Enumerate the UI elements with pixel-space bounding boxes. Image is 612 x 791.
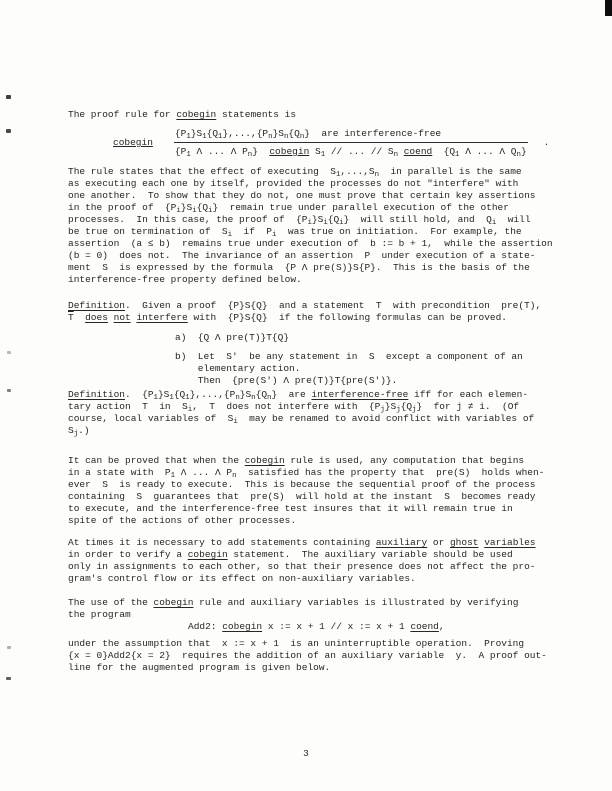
definition-clause-b: b) Let S' be any statement in S except a component of an elementary action. Then {pre(S') Λ pre(T)}T{pre(S')}.: [175, 351, 523, 386]
paragraph-cobegin-property: It can be proved that when the cobegin rule is used, any computation that begins in a state with $P_1$ Λ ... Λ $P_n$ satisfied has the property that pre(S) holds when- ever S is ready to execute. This is because the sequential proof of the process containing S guarantees that pre(S) will hold at the instant S becomes ready to execute, and the interference-free test insures that it will remain true in spite of the actions of other processes.: [68, 455, 545, 526]
scan-artifact-corner-mark: [605, 0, 612, 16]
rule-name-label: cobegin: [113, 137, 153, 148]
add2-program-line: Add2: cobegin x := x + 1 // x := x + 1 coend,: [188, 621, 445, 632]
paragraph-auxiliary-variables: At times it is necessary to add statements containing auxiliary or ghost variables in order to verify a cobegin statement. The auxiliary variable should be used only in assignments to each other, so that their presence does not affect the pro- gram's control flow or its effect on non-auxiliary variables.: [68, 537, 536, 584]
rule-fraction: [174, 126, 528, 159]
paragraph-rule-explanation: The rule states that the effect of executing $S_1,...,S_n$ in parallel is the same as executing each one by itself, provided the processes do not "interfere" with one another. To show that they do not, one must prove that certain key assertions in the proof of $\{P_i\}S_i\{Q_i\}$ remain true under parallel execution of the other processes. In this case, the proof of $\{P_i\}S_i\{Q_i\}$ will still hold, and $Q_i$ will be true on termination of $S_i$ if $P_i$ was true on initiation. For example, the assertion (a ≤ b) remains true under execution of b := b + 1, while the assertion (b = 0) does not. The invariance of an assertion P under execution of a state- ment S is expressed by the formula {P Λ pre(S)}S{P}. This is the basis of the interference-free property defined below.: [68, 166, 553, 285]
paragraph-assumption: under the assumption that x := x + 1 is an uninterruptible operation. Proving {x = 0}Add2{x = 2} requires the addition of an auxiliary variable y. A proof out- line for the augmented program is given below.: [68, 638, 547, 673]
rule-premise: $\{P_1\}S_1\{Q_1\},...,\{P_n\}S_n\{Q_n\}$ are interference-free: [174, 126, 528, 143]
scan-speck: [6, 677, 11, 680]
rule-period: .: [543, 137, 550, 148]
page-number: 3: [303, 748, 309, 759]
scan-speck: [6, 129, 11, 133]
definition-clause-a: a) {Q Λ pre(T)}T{Q}: [175, 332, 290, 343]
paragraph-usage-intro: The use of the cobegin rule and auxiliary variables is illustrated by verifying the program: [68, 597, 519, 620]
rule-conclusion: {$P_1$ Λ ... Λ $P_n$} cobegin $S_1$ // ... // $S_n$ coend {$Q_1$ Λ ... Λ $Q_n$}: [174, 146, 527, 159]
scan-speck: [7, 351, 11, 354]
intro-line: The proof rule for cobegin statements is: [68, 109, 297, 120]
scan-speck: [6, 95, 11, 99]
paragraph-definition-interfere: Definition. Given a proof {P}S{Q} and a statement T with precondition pre(T), $\overline{T}$ does not interfere with {P}S{Q} if the following formulas can be proved.: [68, 300, 542, 323]
paragraph-definition-interference-free: Definition. $\{P_1\}S_1\{Q_1\},...,\{P_n\}S_n\{Q_n\}$ are interference-free iff for each elemen- tary action T in $S_i$, T does not interfere with $\{P_j\}S_j\{Q_j\}$ for j ≠ i. (Of course, local variables of $S_i$ may be renamed to avoid conflict with variables of $S_j$.): [68, 389, 535, 438]
cobegin-inference-rule: [113, 126, 549, 159]
scan-speck: [7, 389, 11, 392]
scan-speck: [7, 646, 11, 649]
